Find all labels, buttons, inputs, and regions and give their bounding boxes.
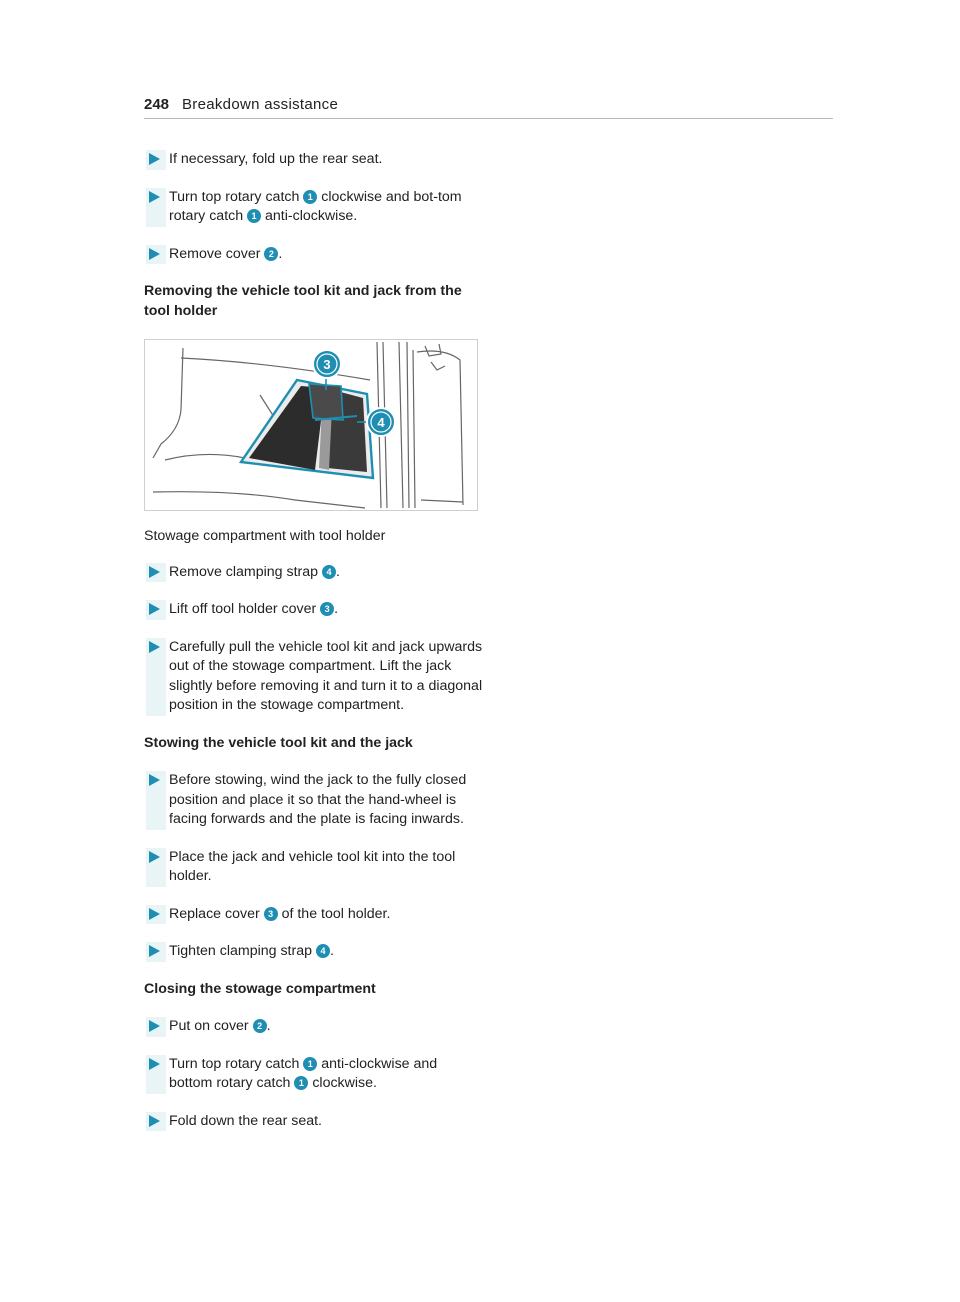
header-divider [144, 118, 833, 119]
page-number: 248 [144, 96, 170, 113]
triangle-arrow-icon [149, 1020, 160, 1032]
figure-caption: Stowage compartment with tool holder [144, 528, 386, 544]
step-text: Lift off tool holder cover 3 . [169, 601, 339, 617]
triangle-arrow-icon [149, 153, 160, 165]
numbered-callout-icon: 4 [322, 565, 336, 579]
heading-remove: Removing the vehicle tool kit and jack from the tool holder [144, 283, 462, 319]
steps-intro [144, 150, 484, 264]
step-text: Place the jack and vehicle tool kit into the tool holder. [169, 848, 456, 884]
triangle-arrow-icon [149, 603, 160, 615]
step-text: Remove cover 2 . [169, 245, 283, 262]
triangle-arrow-icon [149, 908, 160, 920]
step-text: Turn top rotary catch 1 anti-clockwise and bottom rotary catch 1 clockwise. [169, 1055, 438, 1091]
step-text: Fold down the rear seat. [169, 1112, 322, 1129]
stowage-drawing [145, 340, 477, 510]
step-text: Replace cover 3 of the tool holder. [169, 905, 391, 922]
section-title: Breakdown assistance [182, 96, 339, 113]
numbered-callout-icon: 3 [320, 602, 334, 616]
figure-callout-3: 3 [323, 357, 331, 372]
instruction-step [144, 638, 484, 716]
numbered-callout-icon: 4 [316, 944, 330, 958]
page-header [144, 96, 833, 120]
instruction-step [144, 1017, 484, 1037]
numbered-callout-icon: 2 [253, 1019, 267, 1033]
step-text: Remove clamping strap 4 . [169, 563, 340, 580]
numbered-callout-icon: 1 [303, 1057, 317, 1071]
triangle-arrow-icon [149, 641, 160, 653]
heading-close: Closing the stowage compartment [144, 980, 376, 997]
triangle-arrow-icon [149, 1058, 160, 1070]
instruction-step [144, 905, 484, 925]
step-text: Turn top rotary catch 1 clockwise and bot-tom rotary catch 1 anti-clockwise. [169, 188, 462, 224]
step-text: Tighten clamping strap 4 . [169, 943, 334, 959]
instruction-step [144, 188, 484, 227]
triangle-arrow-icon [149, 945, 160, 957]
instruction-step [144, 600, 484, 620]
instruction-step [144, 150, 484, 170]
numbered-callout-icon: 1 [294, 1076, 308, 1090]
step-text: Put on cover 2 . [169, 1018, 271, 1034]
instruction-step [144, 771, 484, 830]
triangle-arrow-icon [149, 566, 160, 578]
triangle-arrow-icon [149, 1115, 160, 1127]
figure-callout-4: 4 [377, 415, 385, 430]
instruction-step [144, 942, 484, 962]
instruction-step [144, 848, 484, 887]
heading-stow: Stowing the vehicle tool kit and the jack [144, 734, 413, 751]
numbered-callout-icon: 2 [264, 247, 278, 261]
step-text: Before stowing, wind the jack to the fully closed position and place it so that the hand-wheel is facing forwards and the plate is facing inwards. [169, 772, 467, 827]
instruction-step [144, 1055, 484, 1094]
numbered-callout-icon: 3 [264, 907, 278, 921]
triangle-arrow-icon [149, 851, 160, 863]
steps-close [144, 1017, 484, 1131]
triangle-arrow-icon [149, 191, 160, 203]
instruction-step [144, 1112, 484, 1132]
instruction-step [144, 563, 484, 583]
step-text: Carefully pull the vehicle tool kit and jack upwards out of the stowage compartment. Lift the jack slightly before removing it and turn it to a diagonal position in the stowage compartment. [169, 638, 483, 713]
numbered-callout-icon: 1 [247, 209, 261, 223]
instruction-step [144, 245, 484, 265]
numbered-callout-icon: 1 [303, 190, 317, 204]
stowage-illustration [144, 339, 478, 511]
steps-remove [144, 563, 484, 716]
triangle-arrow-icon [149, 248, 160, 260]
main-content [144, 150, 484, 1149]
triangle-arrow-icon [149, 774, 160, 786]
steps-stow [144, 771, 484, 962]
step-text: If necessary, fold up the rear seat. [169, 151, 383, 167]
